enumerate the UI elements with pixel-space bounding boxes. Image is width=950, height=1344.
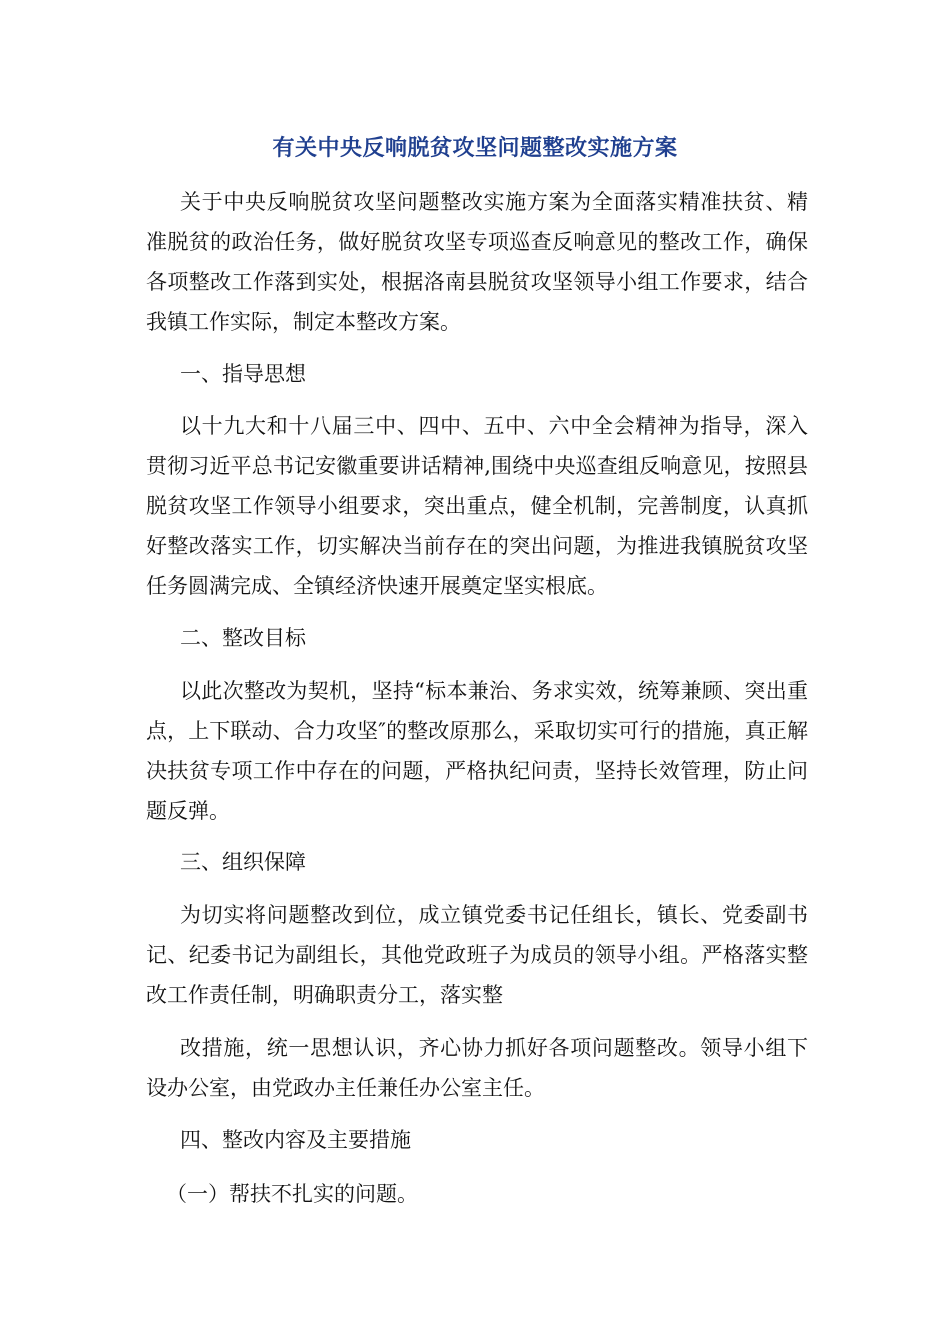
section-guiding-ideology-body: 以十九大和十八届三中、四中、五中、六中全会精神为指导，深入贯彻习近平总书记安徽重要讲话精神,围绕中央巡查组反响意见，按照县脱贫攻坚工作领导小组要求，突出重点，健全机制，完善制度，认真抓好整改落实工作，切实解决当前存在的突出问题，为推进我镇脱贫攻坚任务圆满完成、全镇经济快速开展奠定坚实根底。 [146,414,808,598]
subsection-heading-assistance-issues: （一）帮扶不扎实的问题。 [166,1182,418,1206]
section-rectification-goals-body: 以此次整改为契机，坚持“标本兼治、务求实效，统筹兼顾、突出重点，上下联动、合力攻坚″的整改原那么，采取切实可行的措施，真正解决扶贫专项工作中存在的问题，严格执纪问责，坚持长效管理，防止问题反弹。 [146,679,808,823]
document-title: 有关中央反响脱贫攻坚问题整改实施方案 [272,136,678,161]
section-heading-rectification-goals: 二、整改目标 [180,626,306,650]
section-organizational-support-body-part1: 为切实将问题整改到位，成立镇党委书记任组长，镇长、党委副书记、纪委书记为副组长，其他党政班子为成员的领导小组。严格落实整改工作责任制，明确职责分工，落实整 [146,903,808,1007]
section-organizational-support-body-part2: 改措施，统一思想认识，齐心协力抓好各项问题整改。领导小组下设办公室，由党政办主任兼任办公室主任。 [146,1036,808,1100]
section-heading-rectification-content: 四、整改内容及主要措施 [180,1128,411,1152]
section-heading-guiding-ideology: 一、指导思想 [180,362,306,386]
section-heading-organizational-support: 三、组织保障 [180,850,306,874]
intro-paragraph: 关于中央反响脱贫攻坚问题整改实施方案为全面落实精准扶贫、精准脱贫的政治任务，做好脱贫攻坚专项巡查反响意见的整改工作，确保各项整改工作落到实处，根据洛南县脱贫攻坚领导小组工作要求，结合我镇工作实际，制定本整改方案。 [146,190,808,334]
